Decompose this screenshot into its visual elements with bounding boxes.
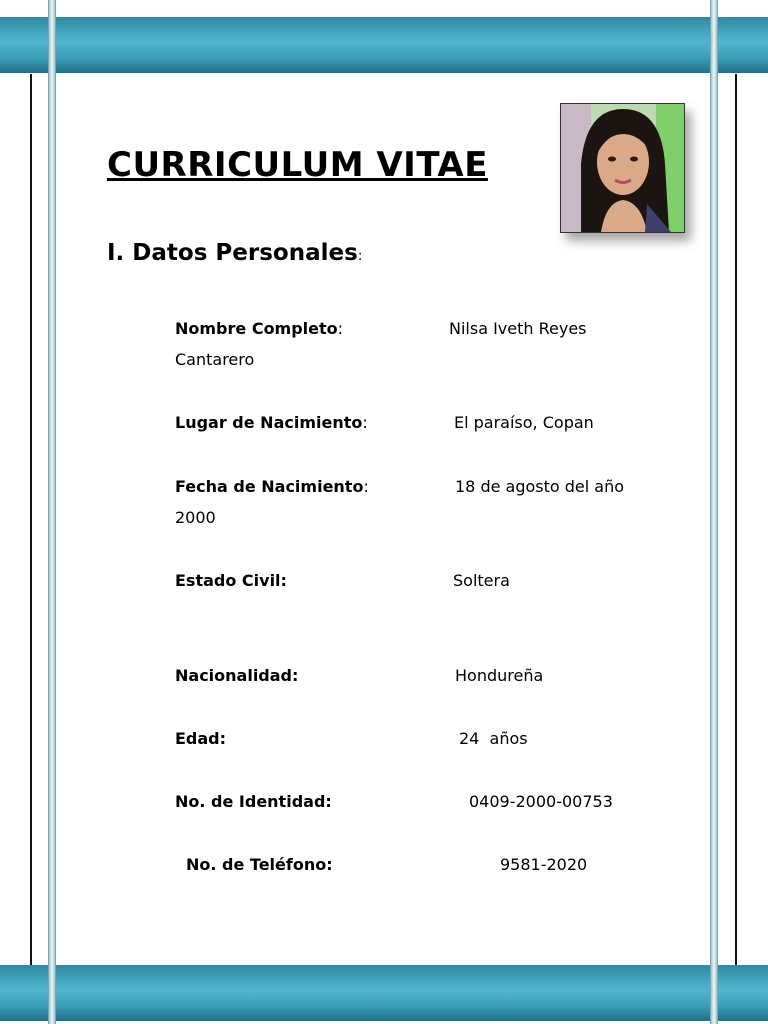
field-nombre-value: Nilsa Iveth Reyes bbox=[449, 319, 587, 338]
footer-band bbox=[0, 965, 768, 1021]
field-fecha-value-cont: 2000 bbox=[175, 508, 216, 527]
field-estado-label: Estado Civil: bbox=[175, 571, 287, 590]
left-margin-line bbox=[30, 74, 32, 965]
field-nombre-label: Nombre Completo: bbox=[175, 319, 344, 338]
profile-photo-image bbox=[561, 104, 684, 232]
right-border-bar bbox=[710, 0, 718, 1024]
field-edad-value: 24 años bbox=[459, 729, 528, 748]
left-border-bar bbox=[48, 0, 56, 1024]
field-lugar-value: El paraíso, Copan bbox=[454, 413, 594, 432]
field-lugar-label: Lugar de Nacimiento: bbox=[175, 413, 368, 432]
profile-photo bbox=[560, 103, 685, 233]
field-identidad-label: No. de Identidad: bbox=[175, 792, 332, 811]
field-fecha-label: Fecha de Nacimiento: bbox=[175, 477, 369, 496]
field-nacionalidad-label: Nacionalidad: bbox=[175, 666, 299, 685]
field-estado-value: Soltera bbox=[453, 571, 510, 590]
right-margin-line bbox=[735, 74, 737, 965]
field-fecha-value: 18 de agosto del año bbox=[455, 477, 625, 496]
document-title: CURRICULUM VITAE bbox=[107, 145, 488, 185]
field-identidad-value: 0409-2000-00753 bbox=[469, 792, 613, 811]
header-band bbox=[0, 17, 768, 73]
field-nombre-value-cont: Cantarero bbox=[175, 350, 255, 369]
section-title-personal-data: I. Datos Personales: bbox=[107, 240, 363, 266]
field-telefono-label: No. de Teléfono: bbox=[186, 855, 333, 874]
field-telefono-value: 9581-2020 bbox=[500, 855, 588, 874]
field-edad-label: Edad: bbox=[175, 729, 227, 748]
field-nacionalidad-value: Hondureña bbox=[455, 666, 544, 685]
